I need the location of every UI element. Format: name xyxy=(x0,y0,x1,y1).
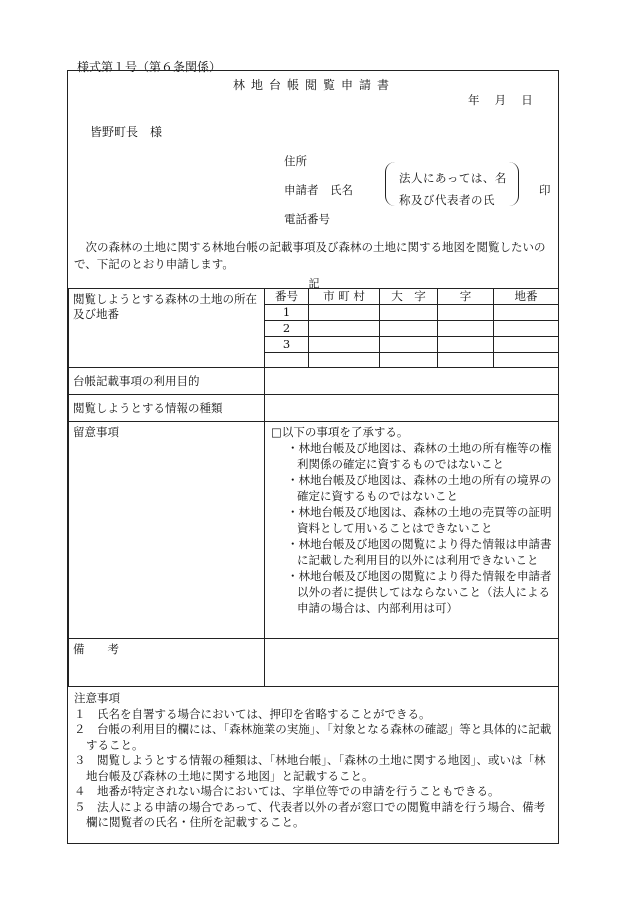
oaza-cell[interactable] xyxy=(380,321,438,337)
chiban-cell[interactable] xyxy=(494,337,559,353)
aza-cell[interactable] xyxy=(438,337,494,353)
city-cell[interactable] xyxy=(309,305,380,321)
notes-heading: 注意事項 xyxy=(74,691,120,705)
column-header-aza: 字 xyxy=(438,289,494,305)
spare-aza-cell[interactable] xyxy=(438,353,494,368)
notice-label: 留意事項 xyxy=(69,422,265,639)
spare-chiban-cell[interactable] xyxy=(494,353,559,368)
oaza-cell[interactable] xyxy=(380,337,438,353)
phone-label: 電話番号 xyxy=(284,212,330,226)
city-cell[interactable] xyxy=(309,321,380,337)
chiban-cell[interactable] xyxy=(494,305,559,321)
table-header-row xyxy=(69,289,559,305)
remarks-row xyxy=(69,639,559,687)
applicant-name-label: 申請者 氏名 xyxy=(284,183,353,197)
addressee: 皆野町長 様 xyxy=(90,125,163,139)
notice-item: ・林地台帳及び地図は、森林の土地の売買等の証明資料として用いることはできないこと xyxy=(287,505,552,535)
name-note-line2: 称及び代表者の氏 xyxy=(399,193,495,207)
spare-oaza-cell[interactable] xyxy=(380,353,438,368)
ki-heading: 記 xyxy=(308,277,320,290)
info-type-label: 閲覧しようとする情報の種類 xyxy=(69,395,265,422)
note-item: ５ 法人による申請の場合であって、代表者以外の者が窓口での閲覧申請を行う場合、備考欄に閲覧者の氏名・住所を記載すること。 xyxy=(74,799,546,829)
row-number: 3 xyxy=(265,337,309,353)
aza-cell[interactable] xyxy=(438,305,494,321)
application-form xyxy=(67,70,559,844)
remarks-label: 備 考 xyxy=(69,639,265,687)
notice-item: ・林地台帳及び地図の閲覧により得た情報を申請者以外の者に提供してはならないこと（法人による申請の場合は、内部利用は可） xyxy=(287,569,552,615)
remarks-field[interactable] xyxy=(265,639,559,687)
note-item: ３ 閲覧しようとする情報の種類は、「林地台帳」、「森林の土地に関する地図」、或いは「林地台帳及び森林の土地に関する地図」と記載すること。 xyxy=(74,753,546,783)
location-label: 閲覧しようとする森林の土地の所在及び地番 xyxy=(69,289,265,368)
column-header-city: 市 町 村 xyxy=(309,289,380,305)
purpose-field[interactable] xyxy=(265,368,559,395)
note-item: ４ 地番が特定されない場合においては、字単位等での申請を行うこともできる。 xyxy=(74,784,500,798)
notice-intro-text: 以下の事項を了承する。 xyxy=(281,425,409,439)
column-header-chiban: 地番 xyxy=(494,289,559,305)
notes-section xyxy=(74,691,556,831)
info-type-row xyxy=(69,395,559,422)
notice-intro-line xyxy=(271,425,554,440)
notice-content xyxy=(265,422,559,639)
purpose-label: 台帳記載事項の利用目的 xyxy=(69,368,265,395)
row-number: 1 xyxy=(265,305,309,321)
purpose-row xyxy=(69,368,559,395)
chiban-cell[interactable] xyxy=(494,321,559,337)
name-note-line1: 法人にあっては、名 xyxy=(399,171,507,185)
info-type-field[interactable] xyxy=(265,395,559,422)
spare-number-cell[interactable] xyxy=(265,353,309,368)
row-number: 2 xyxy=(265,321,309,337)
form-title: 林地台帳閲覧申請書 xyxy=(232,78,395,92)
column-header-oaza: 大 字 xyxy=(380,289,438,305)
notice-item: ・林地台帳及び地図は、森林の土地の所有権等の権利関係の確定に資するものではないこと xyxy=(287,441,552,471)
form-number-label: 様式第１号（第６条関係） xyxy=(77,60,222,74)
request-table xyxy=(68,288,559,687)
date-line[interactable]: 年 月 日 xyxy=(468,93,533,107)
request-statement: 次の森林の土地に関する林地台帳の記載事項及び森林の土地に関する地図を閲覧したいので、下記のとおり申請します。 xyxy=(74,240,546,271)
address-label: 住所 xyxy=(284,154,307,168)
notice-row xyxy=(69,422,559,639)
note-item: ２ 台帳の利用目的欄には、「森林施業の実施」、「対象となる森林の確認」等と具体的に記載すること。 xyxy=(74,722,552,752)
seal-mark: 印 xyxy=(539,183,551,197)
acknowledge-checkbox[interactable]: □ xyxy=(271,425,282,439)
notice-item: ・林地台帳及び地図は、森林の土地の所有の境界の確定に資するものではないこと xyxy=(287,473,552,503)
city-cell[interactable] xyxy=(309,337,380,353)
oaza-cell[interactable] xyxy=(380,305,438,321)
note-item: １ 氏名を自署する場合においては、押印を省略することができる。 xyxy=(74,706,431,721)
column-header-no: 番号 xyxy=(265,289,309,305)
notice-item: ・林地台帳及び地図の閲覧により得た情報は申請書に記載した利用目的以外には利用できないこと xyxy=(287,537,552,567)
spare-city-cell[interactable] xyxy=(309,353,380,368)
aza-cell[interactable] xyxy=(438,321,494,337)
